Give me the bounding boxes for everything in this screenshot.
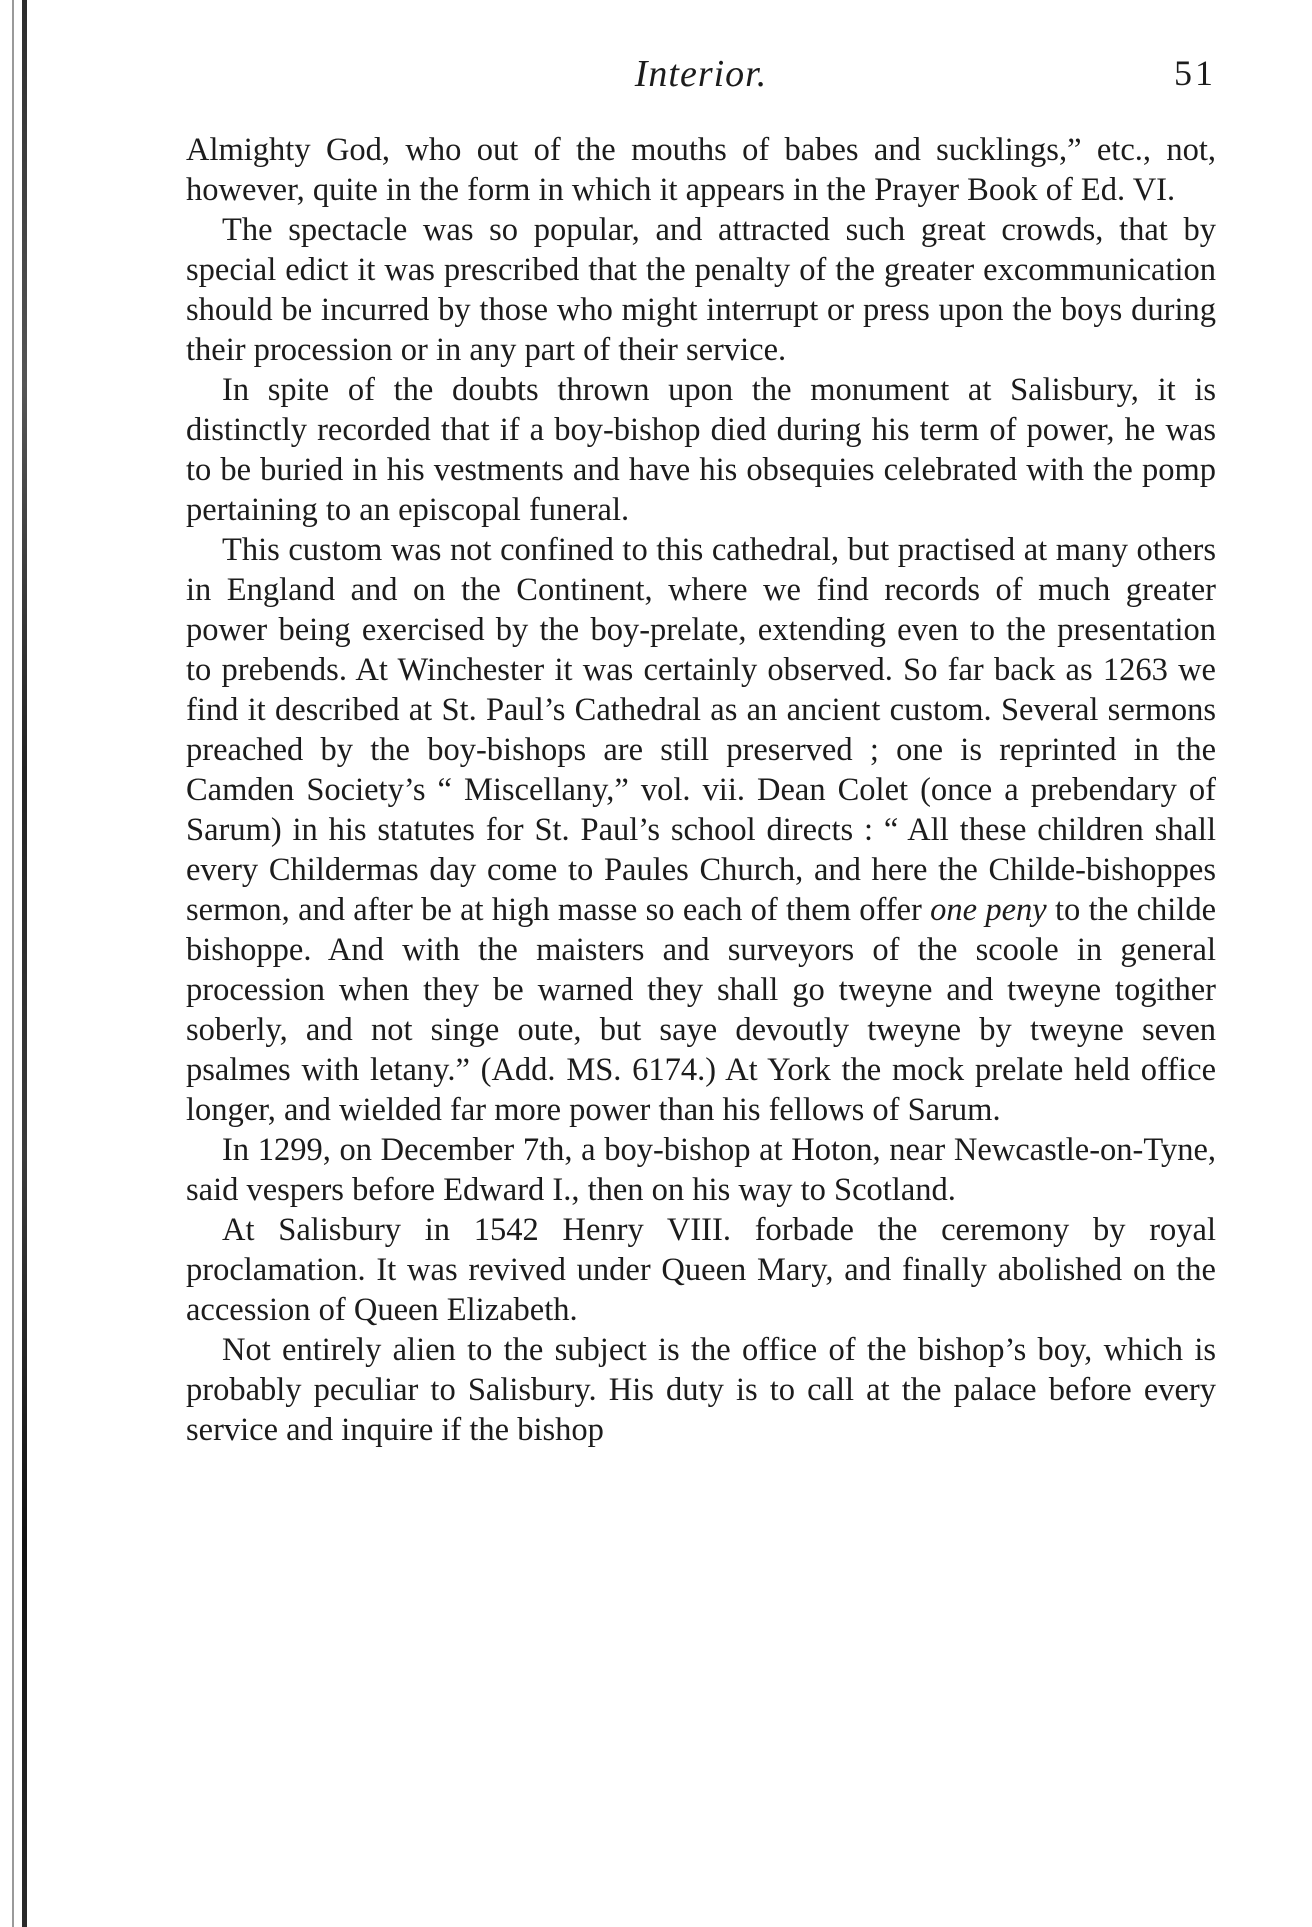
paragraph-4 xyxy=(186,530,1216,1130)
page-binding-edge xyxy=(22,0,27,1927)
body-text xyxy=(186,130,1216,1450)
paragraph-4-part-2: to the childe bishoppe. And with the maisters and surveyors of the scoole in general procession when they be warned they shall go tweyne and tweyne togither soberly, and not singe oute, but saye devoutly tweyne by tweyne seven psalmes with letany.” (Add. MS. 6174.) At York the mock prelate held office longer, and wielded far more power than his fellows of Sarum. xyxy=(186,892,1216,1128)
running-title: Interior. xyxy=(634,53,768,95)
paragraph-6: At Salisbury in 1542 Henry VIII. forbade the ceremony by royal proclamation. It was revived under Queen Mary, and finally abolished on the accession of Queen Elizabeth. xyxy=(186,1212,1216,1328)
paragraph-1: Almighty God, who out of the mouths of babes and sucklings,” etc., not, however, quite in the form in which it appears in the Prayer Book of Ed. VI. xyxy=(186,132,1216,208)
paragraph-4-part-1: This custom was not confined to this cathedral, but practised at many others in England and on the Continent, where we find records of much greater power being exercised by the boy-prelate, extending even to the presentation to prebends. At Winchester it was certainly observed. So far back as 1263 we find it described at St. Paul’s Cathedral as an ancient custom. Several sermons preached by the boy-bishops are still preserved ; one is reprinted in the Camden Society’s “ Miscellany,” vol. vii. Dean Colet (once a prebendary of Sarum) in his statutes for St. Paul’s school directs : “ All these children shall every Childermas day come to Paules Church, and here the Childe-bishoppes sermon, and after be at high masse so each of them offer xyxy=(186,532,1216,928)
paragraph-3: In spite of the doubts thrown upon the monument at Salisbury, it is distinctly recorded that if a boy-bishop died during his term of power, he was to be buried in his vestments and have his obsequies celebrated with the pomp pertaining to an episcopal funeral. xyxy=(186,372,1216,528)
paragraph-7: Not entirely alien to the subject is the office of the bishop’s boy, which is probably peculiar to Salisbury. His duty is to call at the palace before every service and inquire if the bishop xyxy=(186,1332,1216,1448)
paragraph-5: In 1299, on December 7th, a boy-bishop at Hoton, near Newcastle-on-Tyne, said vespers before Edward I., then on his way to Scotland. xyxy=(186,1132,1216,1208)
paragraph-2: The spectacle was so popular, and attracted such great crowds, that by special edict it was prescribed that the penalty of the greater excommunication should be incurred by those who might interrupt or press upon the boys during their procession or in any part of their service. xyxy=(186,212,1216,368)
page-header xyxy=(186,52,1216,102)
italic-phrase: one peny xyxy=(930,892,1047,928)
page-binding-shadow xyxy=(12,0,14,1927)
page-number: 51 xyxy=(1174,53,1216,93)
